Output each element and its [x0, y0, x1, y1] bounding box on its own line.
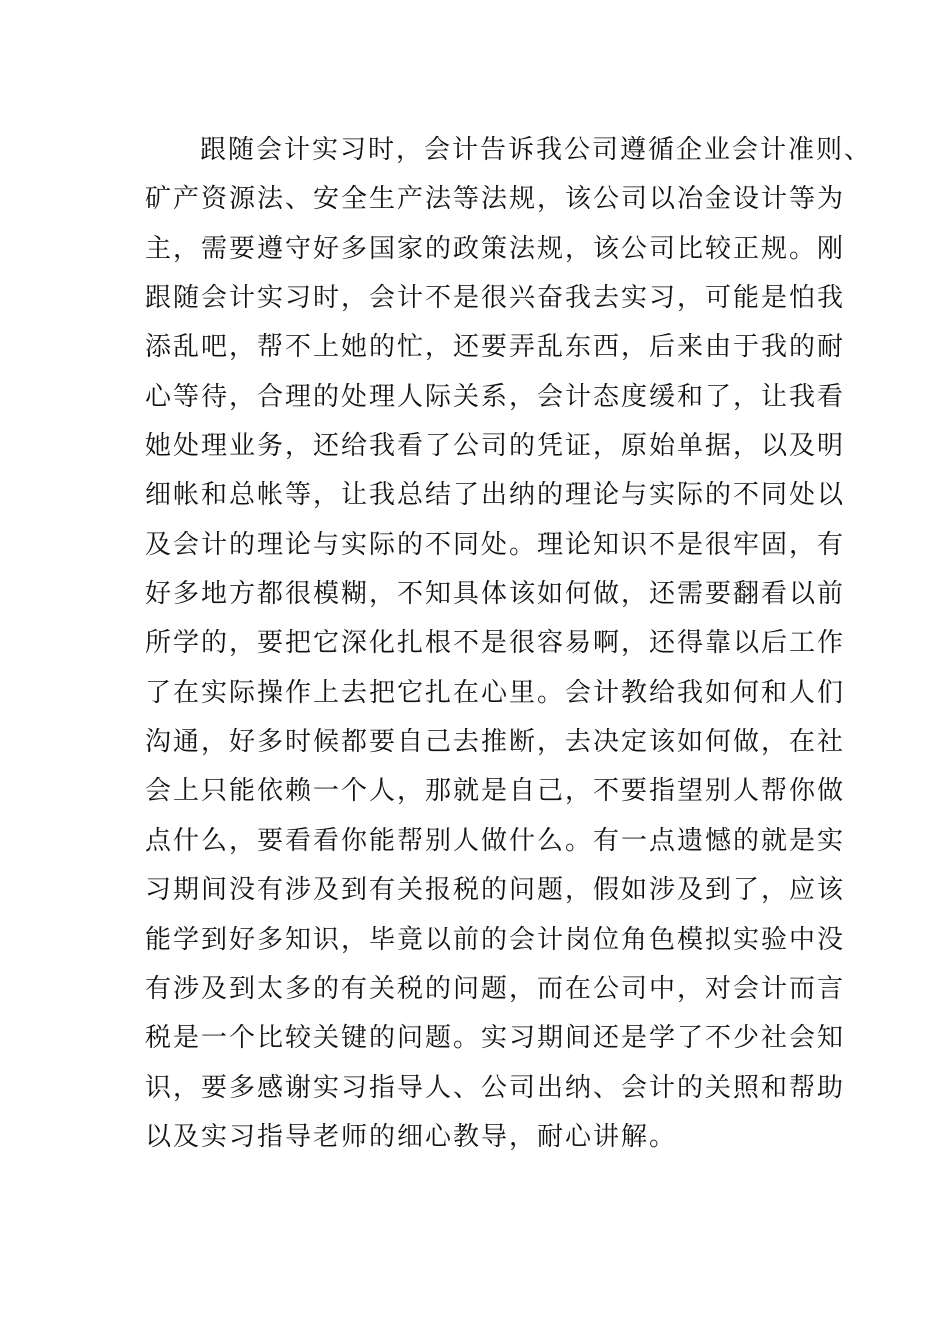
paragraph-line-18: 有涉及到太多的有关税的问题，而在公司中，对会计而言 — [145, 973, 846, 1004]
paragraph-line-1: 跟随会计实习时，会计告诉我公司遵循企业会计准则、 — [200, 135, 873, 165]
paragraph-line-16: 习期间没有涉及到有关报税的问题，假如涉及到了，应该 — [145, 875, 846, 906]
paragraph-line-8: 细帐和总帐等，让我总结了出纳的理论与实际的不同处以 — [145, 480, 846, 511]
paragraph-line-2: 矿产资源法、安全生产法等法规，该公司以冶金设计等为 — [145, 184, 846, 215]
paragraph-line-11: 所学的，要把它深化扎根不是很容易啊，还得靠以后工作 — [145, 628, 846, 659]
body-paragraph — [145, 126, 873, 1162]
paragraph-line-6: 心等待，合理的处理人际关系，会计态度缓和了，让我看 — [145, 381, 846, 412]
paragraph-line-19: 税是一个比较关键的问题。实习期间还是学了不少社会知 — [145, 1023, 846, 1054]
paragraph-line-20: 识，要多感谢实习指导人、公司出纳、会计的关照和帮助 — [145, 1072, 846, 1103]
paragraph-line-14: 会上只能依赖一个人，那就是自己，不要指望别人帮你做 — [145, 776, 846, 807]
paragraph-line-15: 点什么，要看看你能帮别人做什么。有一点遗憾的就是实 — [145, 825, 846, 856]
paragraph-line-10: 好多地方都很模糊，不知具体该如何做，还需要翻看以前 — [145, 579, 846, 610]
paragraph-line-4: 跟随会计实习时，会计不是很兴奋我去实习，可能是怕我 — [145, 283, 846, 314]
paragraph-line-7: 她处理业务，还给我看了公司的凭证，原始单据，以及明 — [145, 431, 846, 462]
paragraph-line-13: 沟通，好多时候都要自己去推断，去决定该如何做，在社 — [145, 727, 846, 758]
paragraph-line-9: 及会计的理论与实际的不同处。理论知识不是很牢固，有 — [145, 529, 846, 560]
paragraph-line-12: 了在实际操作上去把它扎在心里。会计教给我如何和人们 — [145, 677, 846, 708]
paragraph-line-17: 能学到好多知识，毕竟以前的会计岗位角色模拟实验中没 — [145, 924, 846, 955]
paragraph-line-5: 添乱吧，帮不上她的忙，还要弄乱东西，后来由于我的耐 — [145, 332, 846, 363]
paragraph-line-21: 以及实习指导老师的细心教导，耐心讲解。 — [145, 1121, 678, 1152]
paragraph-line-3: 主，需要遵守好多国家的政策法规，该公司比较正规。刚 — [145, 233, 846, 264]
